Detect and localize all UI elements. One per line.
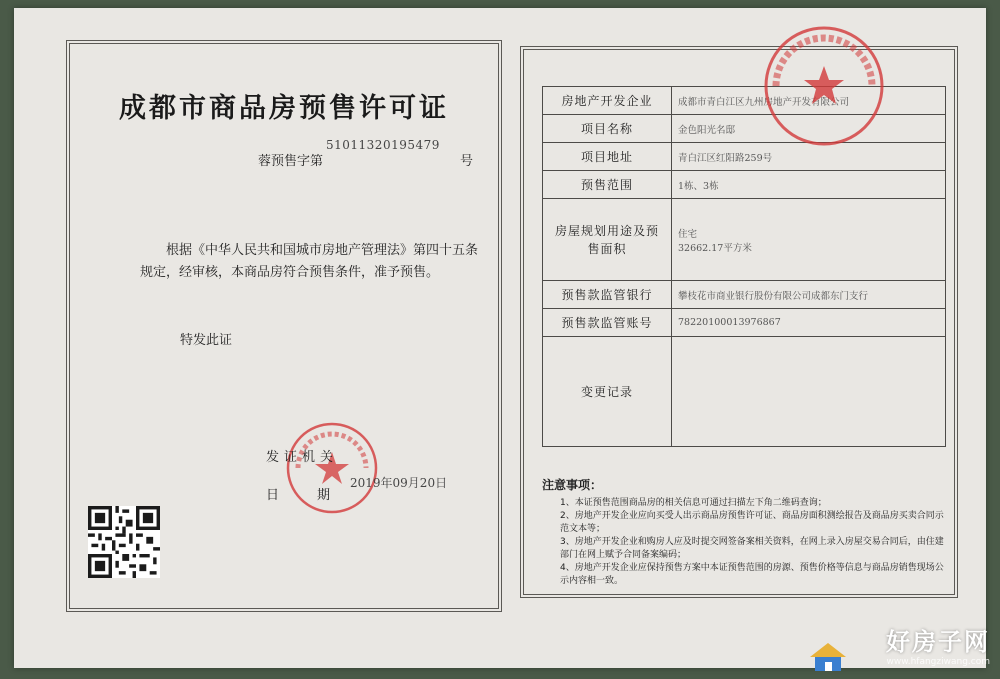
row-label: 房地产开发企业 (543, 87, 672, 115)
qr-code (88, 506, 160, 578)
row-label: 项目名称 (543, 115, 672, 143)
note-item: 3、房地产开发企业和购房人应及时提交网签备案相关资料，在网上录入房屋交易合同后，由住建部门在网上赋予合同备案编码； (560, 537, 944, 560)
table-row (543, 199, 946, 281)
table-row (543, 309, 946, 337)
bank-value: 攀枝花市商业银行股份有限公司成都东门支行 (672, 281, 946, 309)
project-name-value: 金色阳光名邸 (672, 115, 946, 143)
usage-area-cell (672, 199, 946, 281)
issue-date: 2019年09月20日 (350, 476, 448, 490)
certificate-left-panel (66, 40, 502, 612)
change-record-value (672, 337, 946, 447)
certificate-right-panel (520, 46, 958, 598)
note-item: 1、本证预售范围商品房的相关信息可通过扫描左下角二维码查询； (560, 498, 827, 508)
serial-number: 51011320195479 (326, 138, 440, 152)
developer-company-seal (760, 22, 888, 150)
watermark-url: www.hfangziwang.com (886, 657, 990, 667)
body-line-1: 根据《中华人民共和国城市房地产管理法》第四十五条 (166, 243, 479, 258)
issuer-label: 发证机关 (266, 450, 339, 465)
area-value: 32662.17平方米 (678, 242, 752, 254)
row-label: 项目地址 (543, 143, 672, 171)
row-label: 变更记录 (543, 337, 672, 447)
row-label: 房屋规划用途及预售面积 (543, 199, 672, 281)
note-item: 4、房地产开发企业应保持预售方案中本证预售范围的房源、预售价格等信息与商品房销售现场公示内容相一致。 (560, 563, 944, 586)
note-item: 2、房地产开发企业应向买受人出示商品房预售许可证、商品房面积测绘报告及商品房买卖合同示范文本等； (560, 511, 944, 534)
row-label: 预售款监管账号 (543, 309, 672, 337)
presale-scope-value: 1栋、3栋 (672, 171, 946, 199)
usage-value: 住宅 (678, 228, 698, 240)
table-row (543, 281, 946, 309)
special-issue-text: 特发此证 (180, 333, 233, 348)
certificate-body-text (140, 240, 500, 284)
date-label-b: 期 (317, 488, 331, 503)
notes-title: 注意事项： (542, 478, 603, 492)
project-address-value: 青白江区红阳路259号 (672, 143, 946, 171)
watermark-name: 好房子网 (886, 628, 990, 656)
site-watermark (886, 622, 990, 667)
date-label (266, 484, 330, 503)
notes-section (542, 476, 946, 588)
certificate-title: 成都市商品房预售许可证 (119, 93, 449, 124)
developer-value: 成都市青白江区九州房地产开发有限公司 (672, 87, 946, 115)
certificate-sheet (14, 8, 986, 668)
account-value: 78220100013976867 (672, 309, 946, 337)
date-label-a: 日 (266, 488, 280, 503)
house-logo-icon (806, 639, 850, 675)
row-label: 预售范围 (543, 171, 672, 199)
row-label: 预售款监管银行 (543, 281, 672, 309)
body-line-2: 规定，经审核，本商品房符合预售条件，准予预售。 (140, 265, 440, 280)
table-row (543, 171, 946, 199)
serial-label: 蓉预售字第 (258, 154, 324, 169)
table-row (543, 337, 946, 447)
serial-suffix: 号 (460, 154, 474, 169)
